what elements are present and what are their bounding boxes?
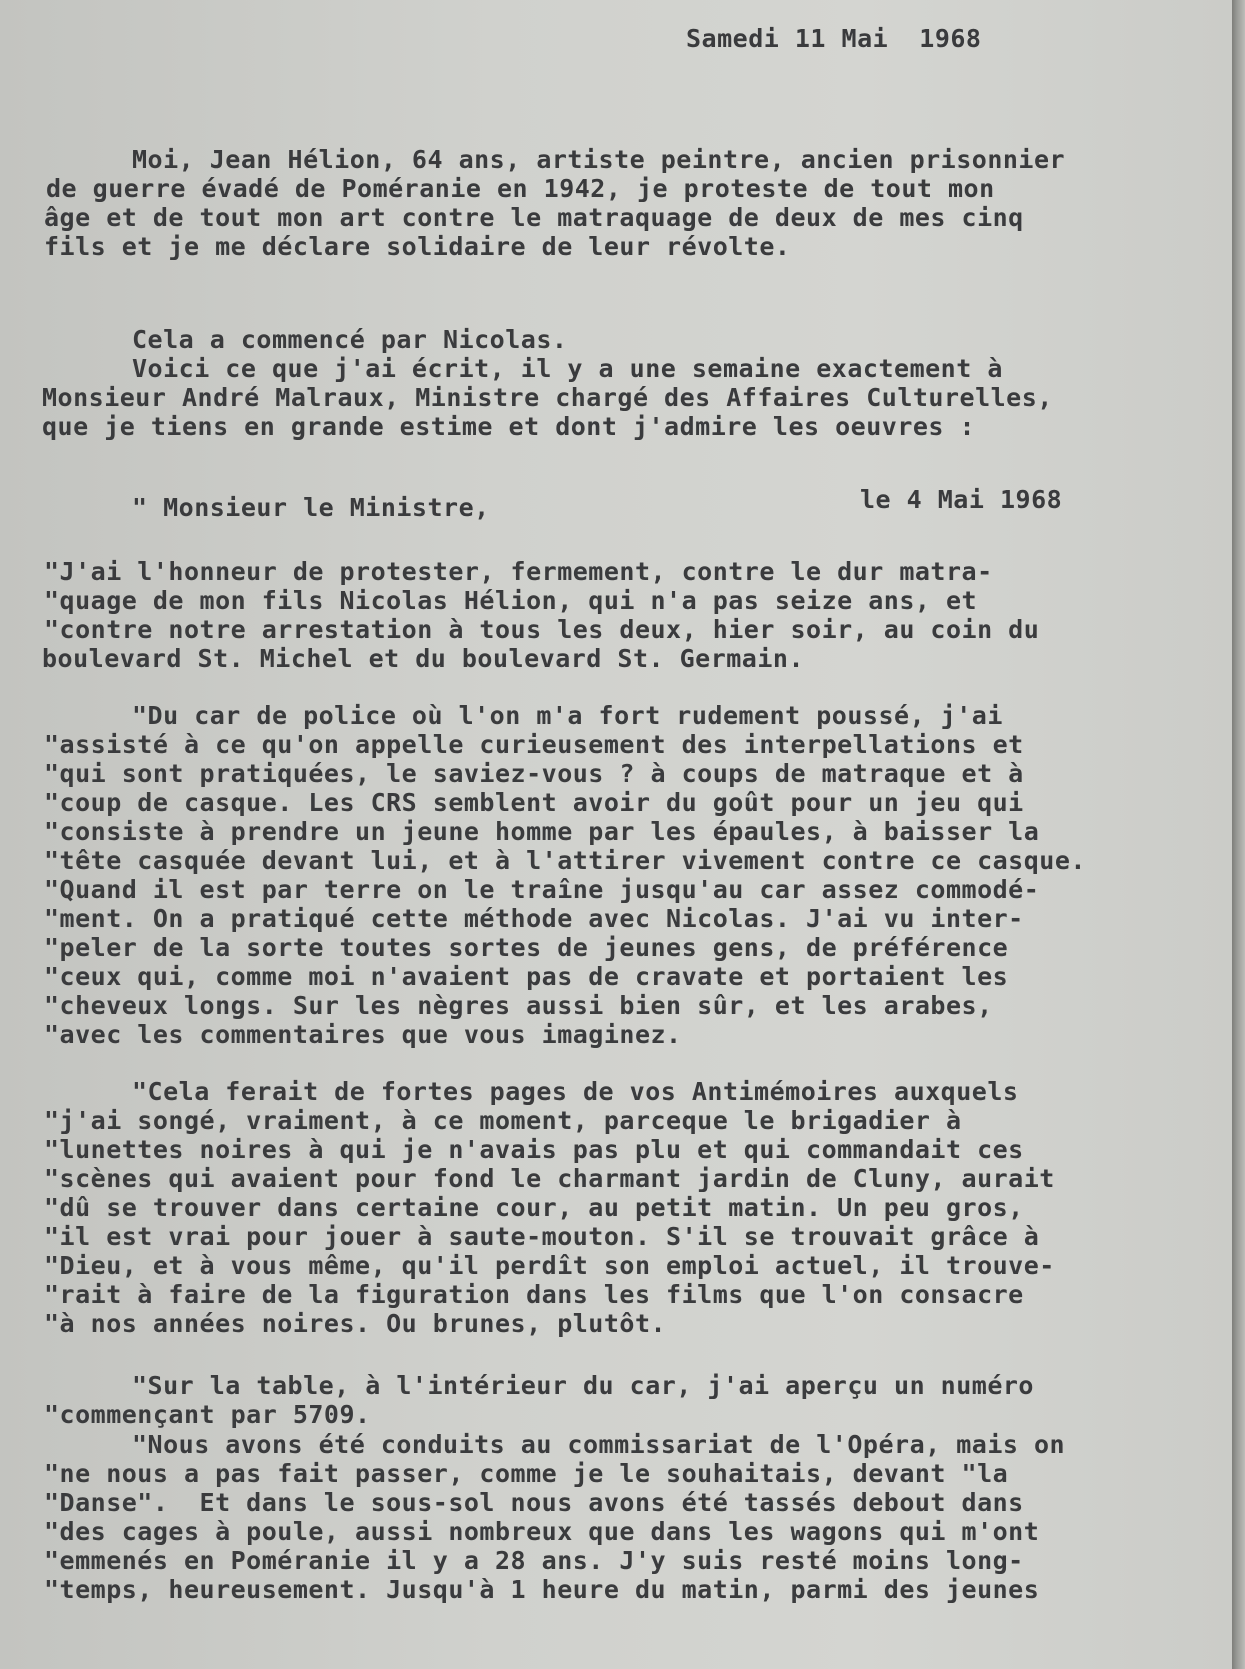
text-line: Cela a commencé par Nicolas. [132, 325, 568, 354]
text-line: "quage de mon fils Nicolas Hélion, qui n'a pas seize ans, et [44, 586, 978, 615]
text-line: "Danse". Et dans le sous-sol nous avons été tassés debout dans [44, 1488, 1024, 1517]
text-line: "ne nous a pas fait passer, comme je le souhaitais, devant "la [44, 1459, 1009, 1488]
text-line: "contre notre arrestation à tous les deux, hier soir, au coin du [44, 615, 1040, 644]
text-line: "emmenés en Poméranie il y a 28 ans. J'y suis resté moins long- [44, 1546, 1024, 1575]
text-line: "lunettes noires à qui je n'avais pas plu et qui commandait ces [44, 1135, 1024, 1164]
text-line: Voici ce que j'ai écrit, il y a une semaine exactement à [132, 354, 1003, 383]
letter-salutation: " Monsieur le Ministre, [132, 493, 490, 522]
text-line: "peler de la sorte toutes sortes de jeunes gens, de préférence [44, 933, 1009, 962]
page-edge-shadow [1232, 0, 1245, 1669]
text-line: âge et de tout mon art contre le matraquage de deux de mes cinq [44, 203, 1024, 232]
text-line: boulevard St. Michel et du boulevard St. Germain. [42, 644, 805, 673]
text-line: "j'ai songé, vraiment, à ce moment, parceque le brigadier à [44, 1106, 962, 1135]
text-line: "consiste à prendre un jeune homme par les épaules, à baisser la [44, 817, 1040, 846]
text-line: "Nous avons été conduits au commissariat de l'Opéra, mais on [132, 1430, 1066, 1459]
text-line: fils et je me déclare solidaire de leur révolte. [44, 232, 791, 261]
text-line: "J'ai l'honneur de protester, fermement, contre le dur matra- [44, 557, 993, 586]
text-line: "dû se trouver dans certaine cour, au petit matin. Un peu gros, [44, 1193, 1024, 1222]
text-line: Monsieur André Malraux, Ministre chargé des Affaires Culturelles, [42, 383, 1053, 412]
text-line: Moi, Jean Hélion, 64 ans, artiste peintre, ancien prisonnier [132, 145, 1066, 174]
document-date: Samedi 11 Mai 1968 [686, 24, 982, 53]
text-line: "ceux qui, comme moi n'avaient pas de cravate et portaient les [44, 962, 1009, 991]
text-line: "assisté à ce qu'on appelle curieusement des interpellations et [44, 730, 1024, 759]
text-line: "des cages à poule, aussi nombreux que dans les wagons qui m'ont [44, 1517, 1040, 1546]
text-line: "Cela ferait de fortes pages de vos Antimémoires auxquels [132, 1077, 1019, 1106]
text-line: "qui sont pratiquées, le saviez-vous ? à coups de matraque et à [44, 759, 1024, 788]
text-line: "à nos années noires. Ou brunes, plutôt. [44, 1309, 667, 1338]
text-line: "Du car de police où l'on m'a fort rudement poussé, j'ai [132, 701, 1003, 730]
text-line: de guerre évadé de Poméranie en 1942, je proteste de tout mon [46, 174, 995, 203]
text-line: "Quand il est par terre on le traîne jusqu'au car assez commodé- [44, 875, 1040, 904]
text-line: "Sur la table, à l'intérieur du car, j'ai aperçu un numéro [132, 1371, 1034, 1400]
text-line: "coup de casque. Les CRS semblent avoir du goût pour un jeu qui [44, 788, 1024, 817]
text-line: "temps, heureusement. Jusqu'à 1 heure du matin, parmi des jeunes [44, 1575, 1040, 1604]
text-line: "rait à faire de la figuration dans les films que l'on consacre [44, 1280, 1024, 1309]
letter-date: le 4 Mai 1968 [860, 485, 1063, 514]
text-line: "commençant par 5709. [44, 1400, 371, 1429]
text-line: "cheveux longs. Sur les nègres aussi bien sûr, et les arabes, [44, 991, 993, 1020]
text-line: "avec les commentaires que vous imaginez. [44, 1020, 682, 1049]
text-line: "il est vrai pour jouer à saute-mouton. S'il se trouvait grâce à [44, 1222, 1040, 1251]
text-line: "Dieu, et à vous même, qu'il perdît son emploi actuel, il trouve- [44, 1251, 1055, 1280]
text-line: "tête casquée devant lui, et à l'attirer vivement contre ce casque. [44, 846, 1086, 875]
text-line: que je tiens en grande estime et dont j'admire les oeuvres : [42, 412, 976, 441]
text-line: "ment. On a pratiqué cette méthode avec Nicolas. J'ai vu inter- [44, 904, 1024, 933]
text-line: "scènes qui avaient pour fond le charmant jardin de Cluny, aurait [44, 1164, 1055, 1193]
